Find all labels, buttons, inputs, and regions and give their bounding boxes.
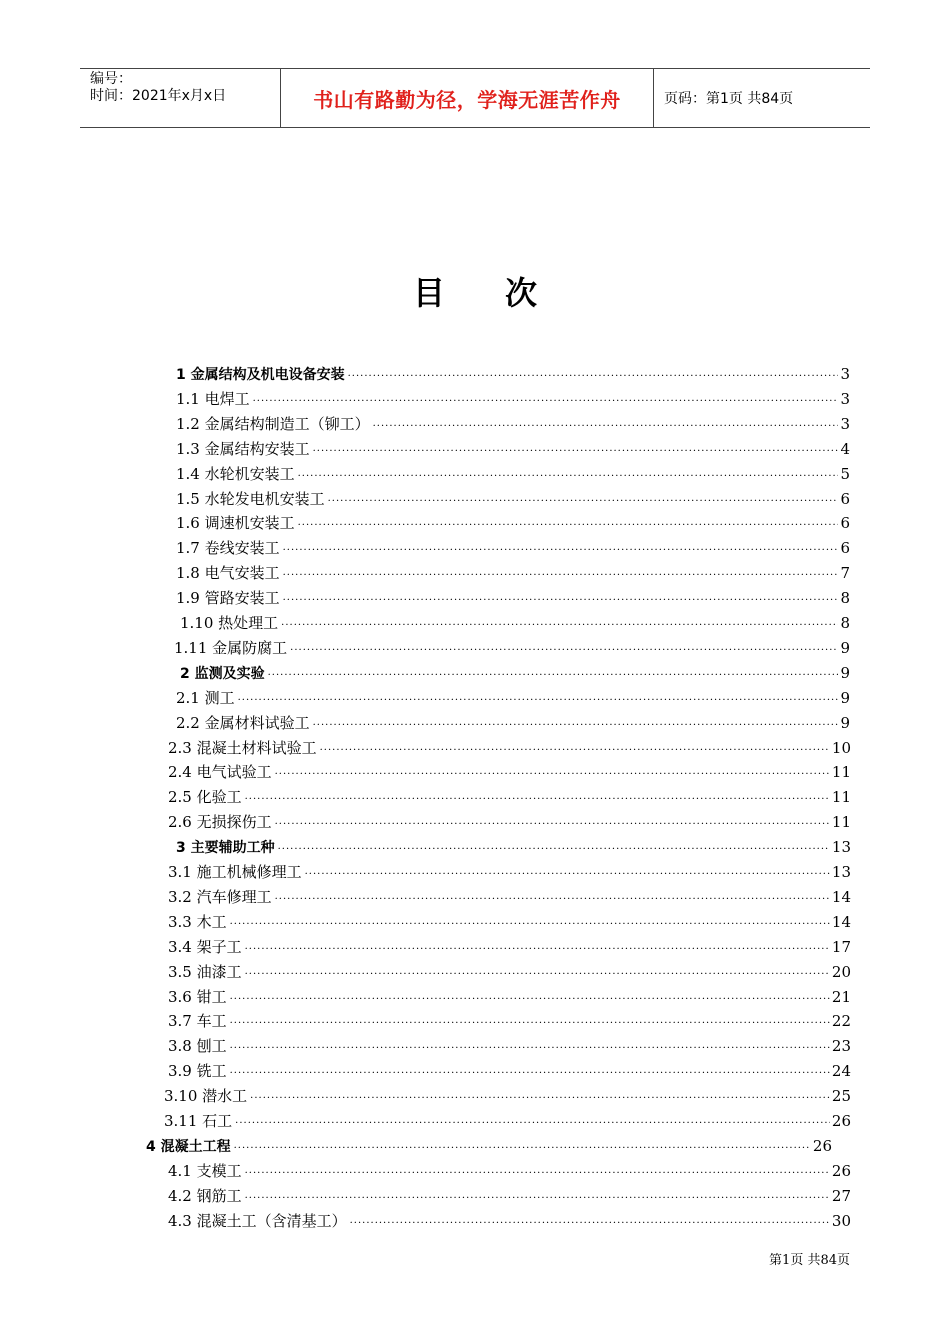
toc-entry[interactable] <box>168 910 851 934</box>
toc-entry-label: 1.9 管路安装工 <box>176 589 280 608</box>
toc-entry-page: 21 <box>831 987 851 1006</box>
toc-entry[interactable] <box>176 711 850 735</box>
toc-leader-dots <box>253 390 839 414</box>
toc-entry-page: 3 <box>840 389 850 408</box>
toc-entry-page: 5 <box>840 464 850 483</box>
toc-entry[interactable] <box>176 561 850 585</box>
toc-entry[interactable] <box>168 810 851 834</box>
toc-leader-dots <box>320 739 830 763</box>
toc-entry[interactable] <box>176 686 850 710</box>
toc-entry-label: 2.6 无损探伤工 <box>168 813 272 832</box>
toc-leader-dots <box>275 813 830 837</box>
toc-leader-dots <box>281 614 838 638</box>
toc-entry-page: 9 <box>840 688 850 707</box>
toc-entry-label: 3.1 施工机械修理工 <box>168 863 302 881</box>
toc-entry-page: 11 <box>831 788 851 807</box>
toc-entry[interactable] <box>168 935 851 959</box>
toc-entry-page: 9 <box>840 638 850 657</box>
toc-entry-page: 6 <box>840 489 850 508</box>
toc-entry[interactable] <box>146 1134 832 1158</box>
toc-entry-page: 13 <box>831 838 851 857</box>
toc-leader-dots <box>373 415 839 439</box>
toc-entry-label: 3.8 刨工 <box>168 1037 227 1056</box>
toc-leader-dots <box>298 465 839 489</box>
page-header <box>80 68 870 128</box>
toc-leader-dots <box>235 1112 830 1136</box>
toc-entry[interactable] <box>176 536 850 560</box>
toc-entry-page: 13 <box>831 863 851 881</box>
toc-entry[interactable] <box>176 412 850 436</box>
toc-entry-page: 8 <box>840 589 850 608</box>
toc-entry-label: 1.11 金属防腐工 <box>174 638 288 657</box>
toc-entry-page: 20 <box>831 962 851 981</box>
toc-entry-label: 1.1 电焊工 <box>176 389 250 408</box>
toc-entry[interactable] <box>168 985 851 1009</box>
toc-entry-label: 3.10 潜水工 <box>164 1087 248 1106</box>
toc-entry-page: 11 <box>831 813 851 832</box>
toc-entry-page: 17 <box>831 937 851 956</box>
toc-entry[interactable] <box>168 736 851 760</box>
toc-leader-dots <box>275 763 830 787</box>
toc-entry-label: 2.5 化验工 <box>168 788 242 807</box>
toc-entry-page: 14 <box>831 912 851 931</box>
toc-entry-label: 1.2 金属结构制造工（铆工） <box>176 414 370 433</box>
toc-entry-label: 2 监测及实验 <box>180 665 265 682</box>
toc-entry-page: 24 <box>831 1062 851 1081</box>
toc-entry-page: 9 <box>840 663 850 682</box>
toc-entry-label: 1.4 水轮机安装工 <box>176 464 295 483</box>
toc-leader-dots <box>283 539 839 563</box>
header-motto: 书山有路勤为径，学海无涯苦作舟 <box>281 69 654 127</box>
toc-entry-label: 3.7 车工 <box>168 1012 227 1031</box>
toc-leader-dots <box>234 1137 811 1161</box>
toc-entry-page: 25 <box>831 1087 851 1106</box>
toc-entry[interactable] <box>168 960 851 984</box>
toc-entry-label: 4.2 钢筋工 <box>168 1186 242 1205</box>
toc-leader-dots <box>238 689 839 713</box>
toc-entry-label: 2.3 混凝土材料试验工 <box>168 738 317 757</box>
toc-leader-dots <box>245 788 830 812</box>
toc-entry[interactable] <box>176 462 850 486</box>
toc-entry[interactable] <box>168 785 851 809</box>
document-time-label: 时间：2021年x月x日 <box>90 88 227 104</box>
toc-leader-dots <box>230 988 830 1012</box>
toc-leader-dots <box>275 888 830 912</box>
page-title: 目次 <box>412 274 597 312</box>
toc-entry[interactable] <box>164 1084 851 1108</box>
toc-entry-label: 1.8 电气安装工 <box>176 564 280 583</box>
toc-entry-label: 3 主要辅助工种 <box>176 840 275 857</box>
toc-entry-page: 26 <box>831 1112 851 1130</box>
toc-entry-label: 1.10 热处理工 <box>180 614 279 632</box>
toc-entry[interactable] <box>168 1159 851 1183</box>
toc-entry-page: 3 <box>840 365 850 383</box>
toc-entry-page: 6 <box>840 539 850 558</box>
toc-entry-label: 2.4 电气试验工 <box>168 763 272 782</box>
toc-leader-dots <box>245 963 830 987</box>
toc-leader-dots <box>290 639 838 663</box>
toc-entry[interactable] <box>176 387 850 411</box>
toc-entry-page: 30 <box>831 1211 851 1230</box>
toc-leader-dots <box>245 938 830 962</box>
toc-entry-page: 7 <box>840 564 850 583</box>
toc-entry-page: 11 <box>831 763 851 782</box>
toc-entry[interactable] <box>168 1009 851 1033</box>
toc-entry-label: 1.5 水轮发电机安装工 <box>176 489 325 508</box>
toc-entry-page: 4 <box>840 439 850 458</box>
toc-entry-page: 6 <box>840 514 850 533</box>
toc-leader-dots <box>350 1212 830 1236</box>
toc-entry-label: 1 金属结构及机电设备安装 <box>176 367 345 383</box>
toc-leader-dots <box>283 589 839 613</box>
toc-entry[interactable] <box>168 760 851 784</box>
toc-entry-label: 2.1 测工 <box>176 688 235 707</box>
toc-entry[interactable] <box>168 1034 851 1058</box>
toc-entry-page: 23 <box>831 1037 851 1056</box>
toc-entry-label: 1.3 金属结构安装工 <box>176 439 310 458</box>
toc-entry[interactable] <box>176 835 851 859</box>
toc-entry-label: 1.7 卷线安装工 <box>176 539 280 558</box>
toc-entry-page: 3 <box>840 414 850 433</box>
toc-entry-label: 3.9 铣工 <box>168 1062 227 1081</box>
toc-entry-page: 14 <box>831 887 851 906</box>
toc-leader-dots <box>230 913 830 937</box>
toc-entry[interactable] <box>176 437 850 461</box>
toc-entry[interactable] <box>176 586 850 610</box>
header-meta <box>80 69 281 127</box>
toc-leader-dots <box>305 863 830 887</box>
toc-entry[interactable] <box>180 611 850 635</box>
toc-leader-dots <box>298 514 839 538</box>
toc-leader-dots <box>230 1062 830 1086</box>
toc-leader-dots <box>245 1162 830 1186</box>
toc-leader-dots <box>230 1037 830 1061</box>
toc-entry-label: 4.1 支模工 <box>168 1161 242 1180</box>
toc-entry-page: 26 <box>812 1136 832 1155</box>
toc-entry-label: 3.6 钳工 <box>168 987 227 1006</box>
toc-entry-label: 3.2 汽车修理工 <box>168 887 272 906</box>
toc-leader-dots <box>278 838 830 862</box>
toc-entry[interactable] <box>176 511 850 535</box>
toc-entry-label: 3.3 木工 <box>168 912 227 931</box>
toc-entry[interactable] <box>168 1059 851 1083</box>
toc-leader-dots <box>313 440 839 464</box>
toc-leader-dots <box>313 714 839 738</box>
toc-entry[interactable] <box>164 1109 851 1133</box>
toc-entry[interactable] <box>168 1184 851 1208</box>
toc-leader-dots <box>230 1012 830 1036</box>
toc-entry-page: 26 <box>831 1161 851 1180</box>
toc-entry-page: 10 <box>831 738 851 757</box>
toc-entry-page: 9 <box>840 713 850 732</box>
toc-entry-label: 2.2 金属材料试验工 <box>176 713 310 732</box>
toc-entry-label: 3.5 油漆工 <box>168 962 242 981</box>
toc-leader-dots <box>328 490 839 514</box>
toc-entry-label: 3.11 石工 <box>164 1112 233 1130</box>
toc-leader-dots <box>250 1087 830 1111</box>
document-number-label: 编号： <box>90 71 132 87</box>
header-page-info: 页码：第1页 共84页 <box>664 91 794 107</box>
toc-entry-label: 4 混凝土工程 <box>146 1138 231 1155</box>
toc-entry-label: 4.3 混凝土工（含清基工） <box>168 1211 347 1230</box>
toc-entry[interactable] <box>168 860 851 884</box>
toc-entry[interactable] <box>176 362 850 386</box>
toc-entry-page: 27 <box>831 1186 851 1205</box>
toc-entry[interactable] <box>168 885 851 909</box>
page-footer: 第1页 共84页 <box>769 1253 850 1268</box>
toc-leader-dots <box>268 664 839 688</box>
toc-entry[interactable] <box>176 487 850 511</box>
toc-entry-label: 3.4 架子工 <box>168 937 242 956</box>
toc-leader-dots <box>245 1187 830 1211</box>
toc-entry[interactable] <box>180 661 850 685</box>
toc-entry-page: 8 <box>840 614 850 632</box>
toc-entry[interactable] <box>174 636 850 660</box>
toc-entry-label: 1.6 调速机安装工 <box>176 514 295 533</box>
toc-leader-dots <box>348 365 839 389</box>
toc-entry[interactable] <box>168 1209 851 1233</box>
toc-entry-page: 22 <box>831 1012 851 1031</box>
toc-leader-dots <box>283 564 839 588</box>
